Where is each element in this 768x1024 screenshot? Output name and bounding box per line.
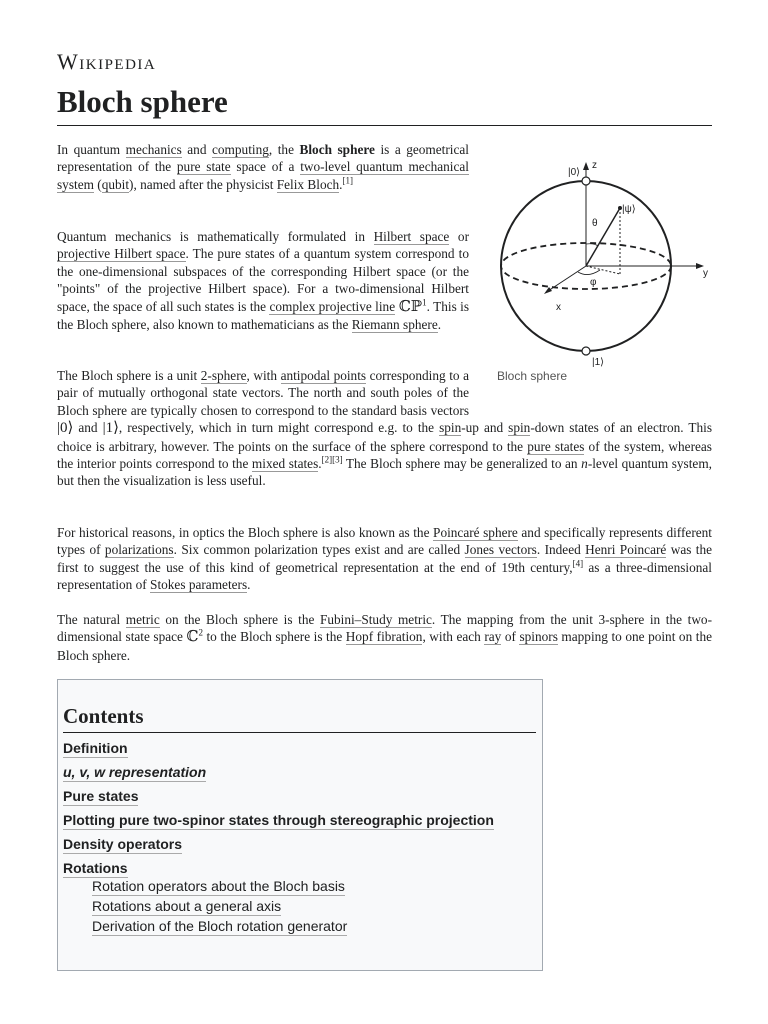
link-spin-down[interactable]: spin	[508, 420, 531, 436]
metric-paragraph: The natural metric on the Bloch sphere is the Fubini–Study metric. The mapping from the unit 3-sphere in the two-dimensional state space ℂ$^2$ to the Bloch sphere is the Hopf fibration, with each ray of spinors mapping to one point on the Bloch sphere.	[57, 612, 712, 663]
x-label: x	[556, 302, 561, 313]
toc-subitem-rotation-operators[interactable]: Rotation operators about the Bloch basis	[92, 878, 345, 894]
toc-item-density-operators[interactable]: Density operators	[63, 836, 183, 852]
wikipedia-logo[interactable]: Wikipedia	[57, 49, 157, 74]
link-jones-vectors[interactable]: Jones vectors	[464, 542, 537, 558]
link-felix-bloch[interactable]: Felix Bloch	[276, 176, 340, 192]
history-paragraph: For historical reasons, in optics the Bloch sphere is also known as the Poincaré sphere and specifically represents different types of polarizations. Six common polarization types exist and are called Jones vectors. Indeed Henri Poincaré was the first to suggest the use of this kind of geometrical representation at the end of 19th century,[4] as a three-dimensional representation of Stokes parameters.	[57, 525, 713, 593]
toc-item-rotations[interactable]: Rotations	[63, 860, 128, 876]
link-polarizations[interactable]: polarizations	[104, 542, 174, 558]
phi-label: φ	[590, 277, 597, 288]
z-arrow	[583, 162, 589, 170]
y-label: y	[703, 268, 708, 279]
psi-vector	[586, 208, 620, 266]
title-divider	[57, 125, 712, 126]
link-hilbert-space[interactable]: Hilbert space	[373, 229, 450, 244]
link-antipodal-points[interactable]: antipodal points	[280, 368, 367, 383]
link-mechanics[interactable]: mechanics	[125, 142, 182, 157]
link-spinors[interactable]: spinors	[519, 629, 558, 645]
bold-term: Bloch sphere	[299, 142, 375, 157]
toc-item-uvw-representation[interactable]: u, v, w representation	[63, 764, 207, 780]
bloch-sphere-diagram[interactable]	[488, 148, 718, 378]
toc-title: Contents	[63, 704, 144, 728]
x-arrow	[544, 287, 552, 294]
link-metric[interactable]: metric	[125, 612, 160, 627]
ket1-label: |1⟩	[592, 357, 605, 368]
link-fubini-study-metric[interactable]: Fubini–Study metric	[319, 612, 432, 627]
link-henri-poincare[interactable]: Henri Poincaré	[585, 542, 667, 558]
link-poincare-sphere[interactable]: Poincaré sphere	[433, 525, 518, 540]
link-pure-states[interactable]: pure states	[527, 438, 585, 454]
phi-arc	[578, 270, 600, 275]
link-ray[interactable]: ray	[484, 629, 502, 645]
link-pure-state[interactable]: pure state	[176, 159, 231, 175]
link-hopf-fibration[interactable]: Hopf fibration	[345, 629, 423, 645]
theta-label: θ	[592, 218, 598, 229]
toc-subitem-general-axis[interactable]: Rotations about a general axis	[92, 898, 282, 914]
intro-paragraph: In quantum mechanics and computing, the Bloch sphere is a geometrical representation of the pure state space of a two-level quantum mechanical system (qubit), named after the physicist Felix Bloch.[1]	[57, 142, 469, 192]
toc-item-definition[interactable]: Definition	[63, 740, 128, 756]
link-two-level-system[interactable]: two-level quantum mechanical system	[57, 159, 469, 192]
x-axis	[548, 266, 586, 291]
link-computing[interactable]: computing	[212, 142, 269, 157]
south-pole-point	[582, 347, 590, 355]
ref-4[interactable]: [4]	[572, 558, 584, 569]
toc-subitem-rotation-generator[interactable]: Derivation of the Bloch rotation generator	[92, 918, 348, 934]
psi-label: |ψ⟩	[622, 204, 636, 215]
link-riemann-sphere[interactable]: Riemann sphere	[351, 317, 438, 333]
link-projective-hilbert-space[interactable]: projective Hilbert space	[57, 246, 186, 262]
link-qubit[interactable]: qubit	[101, 176, 130, 192]
ref-2-3[interactable]: [2][3]	[321, 454, 343, 465]
link-2-sphere[interactable]: 2-sphere	[200, 368, 247, 383]
north-pole-point	[582, 177, 590, 185]
hilbert-paragraph: Quantum mechanics is mathematically formulated in Hilbert space or projective Hilbert space. The pure states of a quantum system correspond to the one-dimensional subspaces of the corresponding Hilbert space (or the "points" of the projective Hilbert space). For a two-dimensional Hilbert space, the space of all such states is the complex projective line ℂℙ$^1$. This is the Bloch sphere, also known to mathematicians as the Riemann sphere.	[57, 229, 469, 333]
toc-divider	[63, 732, 536, 733]
sphere-paragraph: The Bloch sphere is a unit 2-sphere, with antipodal points corresponding to a pair of mutually orthogonal state vectors. The north and south poles of the Bloch sphere are typically chosen to correspond to the standard basis vectors |0⟩ and |1⟩, respectively, which in turn might correspond e.g. to the spin-up and spin-down states of an electron. This choice is arbitrary, however. The points on the surface of the sphere correspond to the pure states of the system, whereas the interior points correspond to the mixed states.[2][3] The Bloch sphere may be generalized to an n-level quantum system, but then the visualization is less useful.	[57, 368, 712, 489]
link-mixed-states[interactable]: mixed states	[251, 456, 319, 472]
figure-caption: Bloch sphere	[497, 369, 568, 383]
link-spin-up[interactable]: spin	[439, 420, 462, 436]
projection-horizontal	[586, 266, 620, 274]
theta-arc	[586, 244, 598, 246]
table-of-contents	[57, 679, 543, 971]
link-stokes-parameters[interactable]: Stokes parameters	[150, 577, 248, 593]
toc-item-pure-states[interactable]: Pure states	[63, 788, 139, 804]
ref-1[interactable]: [1]	[342, 175, 353, 186]
ket0-label: |0⟩	[568, 167, 581, 178]
toc-item-stereographic-projection[interactable]: Plotting pure two-spinor states through stereographic projection	[63, 812, 494, 828]
z-label: z	[592, 160, 597, 171]
page-title: Bloch sphere	[57, 84, 228, 119]
link-complex-projective-line[interactable]: complex projective line	[269, 298, 396, 314]
